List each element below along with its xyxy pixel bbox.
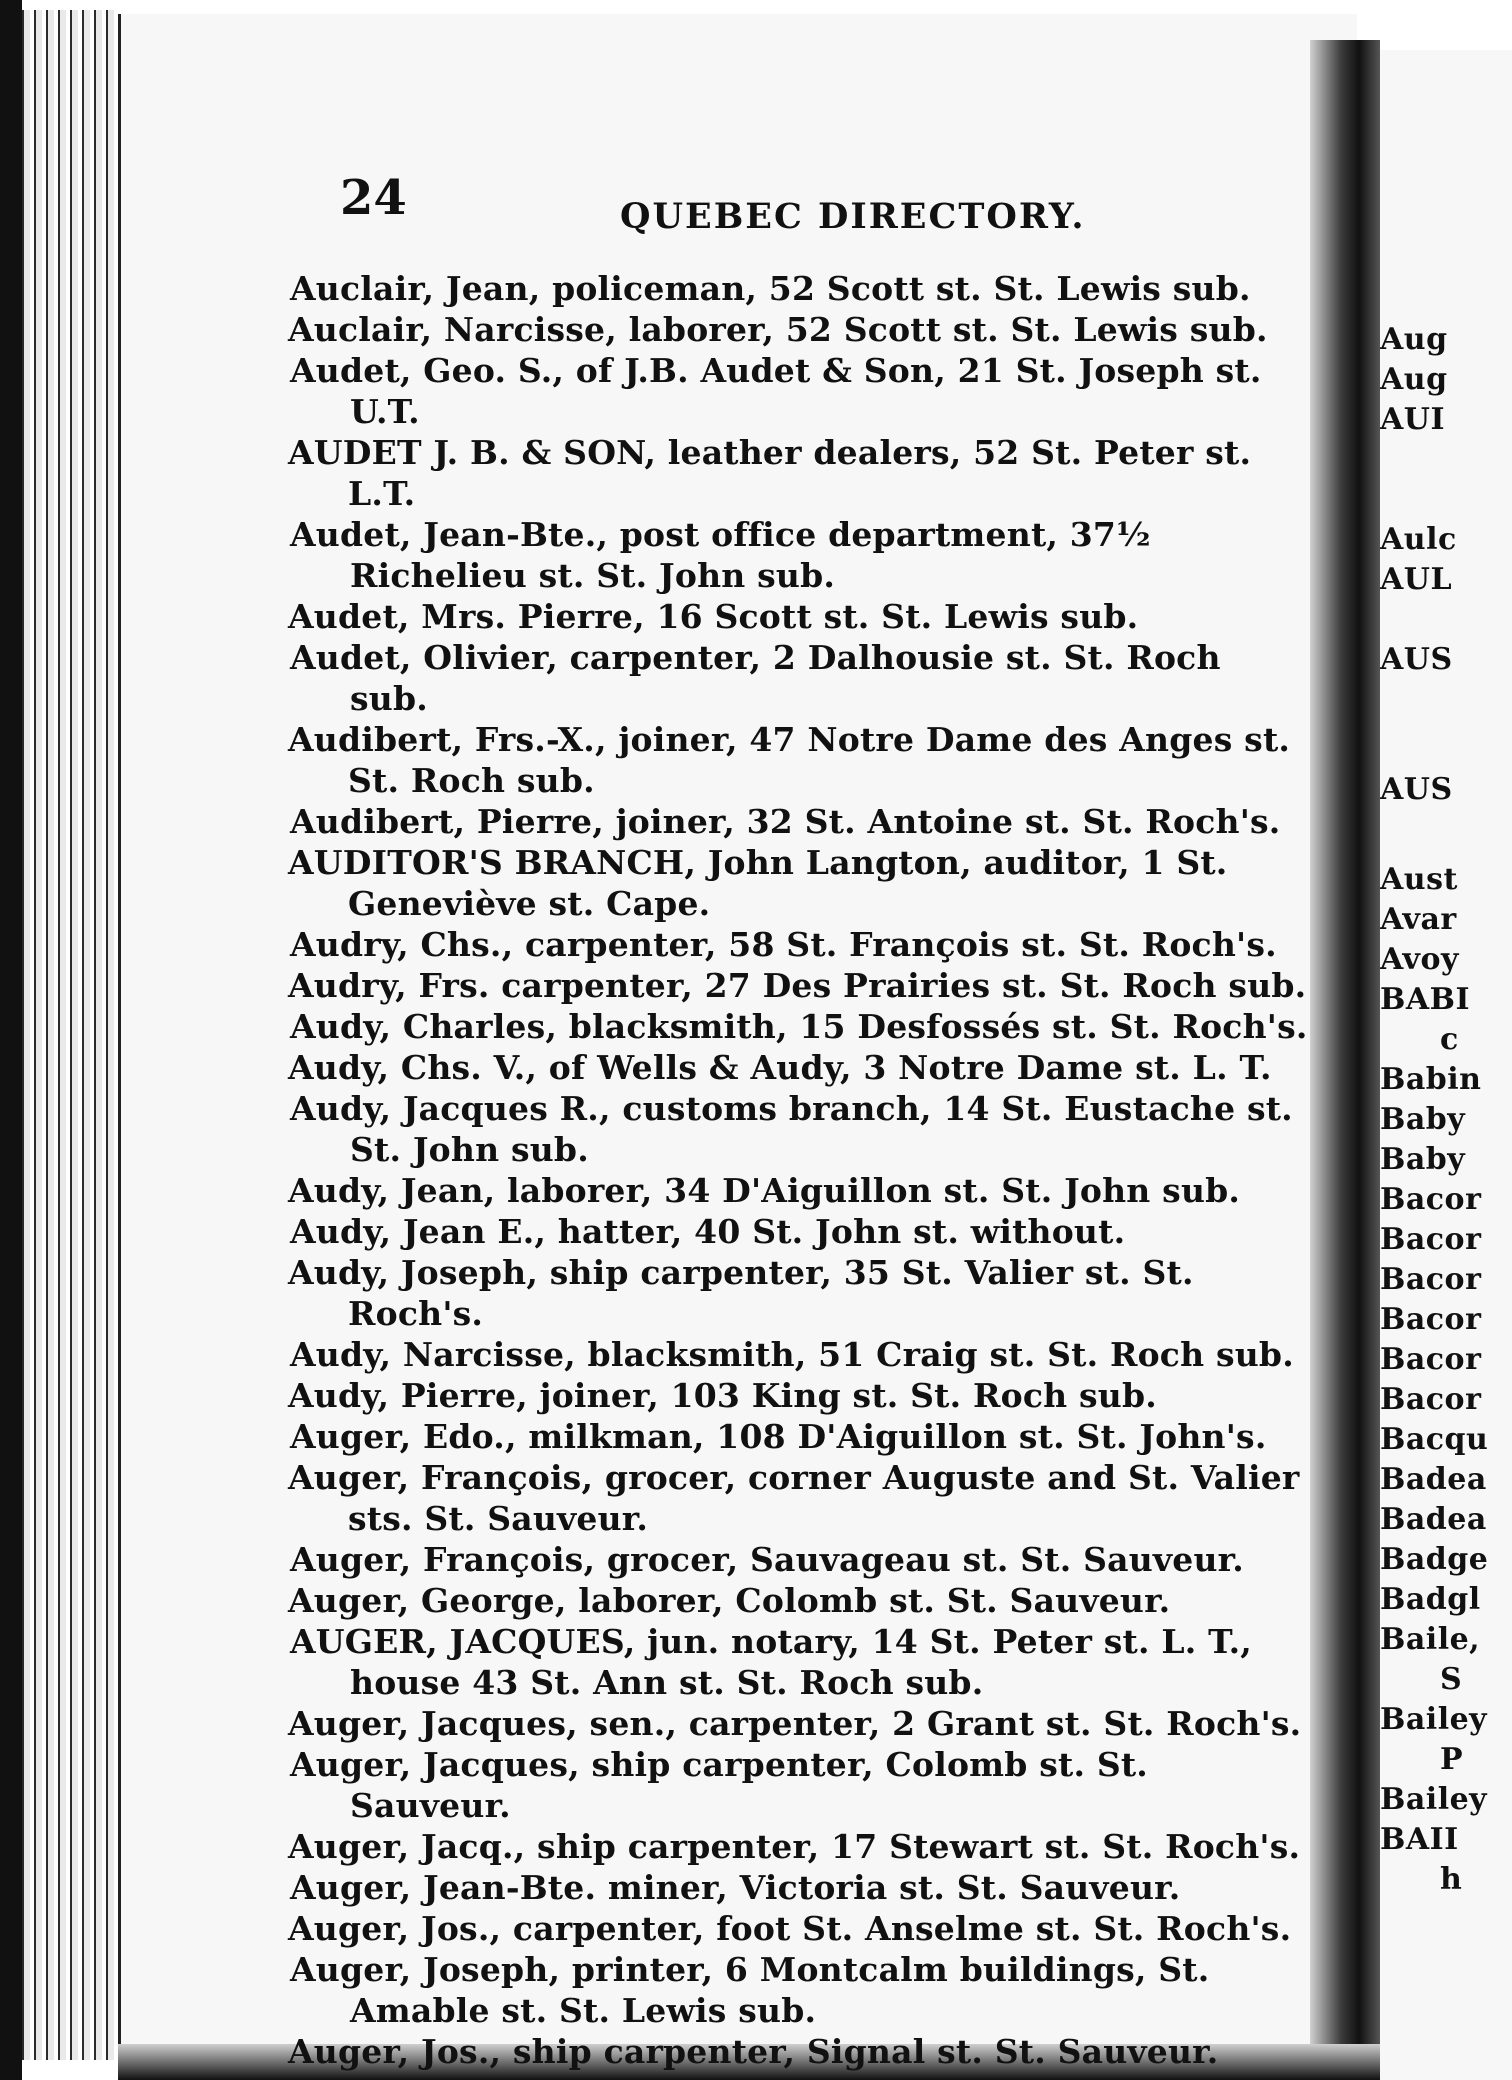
right-page-fragment: BAII — [1380, 1822, 1459, 1857]
right-page-fragment: S — [1440, 1662, 1463, 1697]
directory-entry: Audet, Mrs. Pierre, 16 Scott st. St. Lewis sub. — [288, 597, 1139, 636]
directory-entry: Auger, Jacques, sen., carpenter, 2 Grant st. St. Roch's. — [288, 1704, 1302, 1743]
right-page-fragment: AUL — [1380, 562, 1453, 597]
right-page-fragment: Avar — [1380, 902, 1457, 937]
page-edge — [70, 10, 78, 2060]
right-page-fragment: Bailey — [1380, 1782, 1488, 1817]
page-edge — [22, 10, 30, 2060]
right-page-fragment: Badea — [1380, 1502, 1487, 1537]
page-edge — [34, 10, 42, 2060]
directory-entry: Audy, Narcisse, blacksmith, 51 Craig st. St. Roch sub. — [290, 1335, 1294, 1374]
right-page-fragment: BABI — [1380, 982, 1471, 1017]
running-head: QUEBEC DIRECTORY. — [620, 196, 1086, 237]
right-page-fragment: Baile, — [1380, 1622, 1481, 1657]
right-page-fragment: P — [1440, 1742, 1464, 1777]
directory-entry: Audy, Jean, laborer, 34 D'Aiguillon st. St. John sub. — [288, 1171, 1241, 1210]
directory-entry: Audet, Geo. S., of J.B. Audet & Son, 21 St. Joseph st. U.T. — [290, 351, 1262, 431]
directory-entry: AUGER, JACQUES, jun. notary, 14 St. Peter st. L. T., house 43 St. Ann st. St. Roch sub. — [290, 1622, 1252, 1702]
right-page-fragment: Aust — [1380, 862, 1458, 897]
right-page-fragment: Aulc — [1380, 522, 1457, 557]
directory-entry: AUDET J. B. & SON, leather dealers, 52 St. Peter st. L.T. — [288, 433, 1252, 513]
page-edge — [106, 10, 114, 2060]
right-page-fragment: Bacor — [1380, 1342, 1482, 1377]
directory-entry: Auger, Jean-Bte. miner, Victoria st. St. Sauveur. — [290, 1868, 1181, 1907]
directory-entry: Auger, Jos., ship carpenter, Signal st. St. Sauveur. — [288, 2032, 1219, 2071]
right-page-fragment: Badge — [1380, 1542, 1489, 1577]
right-page-fragment: Avoy — [1380, 942, 1459, 977]
right-page-fragment: Bailey — [1380, 1702, 1488, 1737]
right-page-fragment: Aug — [1380, 362, 1448, 397]
right-page-fragment: AUS — [1380, 772, 1453, 807]
directory-entry: Audet, Jean-Bte., post office department, 37½ Richelieu st. St. John sub. — [290, 515, 1151, 595]
directory-entry: Audet, Olivier, carpenter, 2 Dalhousie st. St. Roch sub. — [290, 638, 1221, 718]
directory-entry: Audry, Chs., carpenter, 58 St. François st. St. Roch's. — [290, 925, 1277, 964]
directory-entry: Audy, Joseph, ship carpenter, 35 St. Valier st. St. Roch's. — [288, 1253, 1194, 1333]
directory-entry: Audibert, Frs.-X., joiner, 47 Notre Dame des Anges st. St. Roch sub. — [288, 720, 1291, 800]
right-page-fragment: Bacor — [1380, 1182, 1482, 1217]
directory-entry: Auger, François, grocer, corner Auguste and St. Valier sts. St. Sauveur. — [288, 1458, 1300, 1538]
directory-entry: Audy, Jean E., hatter, 40 St. John st. without. — [290, 1212, 1126, 1251]
directory-entry: Auger, Edo., milkman, 108 D'Aiguillon st. St. John's. — [290, 1417, 1267, 1456]
directory-entry: Auclair, Narcisse, laborer, 52 Scott st. St. Lewis sub. — [288, 310, 1268, 349]
right-page-fragment: h — [1440, 1862, 1463, 1897]
right-page-fragment: Bacor — [1380, 1222, 1482, 1257]
right-page-fragment: Bacor — [1380, 1302, 1482, 1337]
directory-entry: Auclair, Jean, policeman, 52 Scott st. St. Lewis sub. — [290, 269, 1251, 308]
directory-entry: Audibert, Pierre, joiner, 32 St. Antoine st. St. Roch's. — [290, 802, 1281, 841]
directory-entry: Auger, François, grocer, Sauvageau st. St. Sauveur. — [290, 1540, 1244, 1579]
page-number: 24 — [340, 170, 407, 226]
directory-entry: Audy, Chs. V., of Wells & Audy, 3 Notre Dame st. L. T. — [288, 1048, 1272, 1087]
directory-entry: Auger, Jacques, ship carpenter, Colomb st. St. Sauveur. — [290, 1745, 1148, 1825]
directory-entry: Audy, Pierre, joiner, 103 King st. St. Roch sub. — [288, 1376, 1157, 1415]
right-page-fragment: Babin — [1380, 1062, 1482, 1097]
directory-entry: Auger, Joseph, printer, 6 Montcalm buildings, St. Amable st. St. Lewis sub. — [290, 1950, 1210, 2030]
directory-entry: Audy, Charles, blacksmith, 15 Desfossés st. St. Roch's. — [290, 1007, 1308, 1046]
directory-entry: Auger, Jacq., ship carpenter, 17 Stewart st. St. Roch's. — [288, 1827, 1301, 1866]
right-page-fragment: Baby — [1380, 1142, 1466, 1177]
right-page-fragment: Badea — [1380, 1462, 1487, 1497]
page-edge — [58, 10, 66, 2060]
right-page-fragment: AUI — [1380, 402, 1445, 437]
directory-entry: Auger, George, laborer, Colomb st. St. Sauveur. — [288, 1581, 1171, 1620]
directory-entry: Audry, Frs. carpenter, 27 Des Prairies st. St. Roch sub. — [288, 966, 1307, 1005]
right-page-fragment: Badgl — [1380, 1582, 1481, 1617]
page-edge — [82, 10, 90, 2060]
right-page-fragment: Bacqu — [1380, 1422, 1489, 1457]
right-page-fragment: Bacor — [1380, 1382, 1482, 1417]
right-page-fragment: Bacor — [1380, 1262, 1482, 1297]
right-page-fragment: Baby — [1380, 1102, 1466, 1137]
right-page-partial — [1380, 50, 1512, 2080]
page-edge — [94, 10, 102, 2060]
right-page-fragment: c — [1440, 1022, 1459, 1057]
directory-entries — [290, 268, 1310, 2072]
book-gutter — [1310, 40, 1380, 2060]
directory-entry: AUDITOR'S BRANCH, John Langton, auditor, 1 St. Geneviève st. Cape. — [288, 843, 1228, 923]
right-page-fragment: Aug — [1380, 322, 1448, 357]
page-edge — [46, 10, 54, 2060]
directory-entry: Audy, Jacques R., customs branch, 14 St. Eustache st. St. John sub. — [290, 1089, 1293, 1169]
directory-entry: Auger, Jos., carpenter, foot St. Anselme st. St. Roch's. — [288, 1909, 1292, 1948]
page-edge-shadow — [0, 0, 22, 2080]
right-page-fragment: AUS — [1380, 642, 1453, 677]
